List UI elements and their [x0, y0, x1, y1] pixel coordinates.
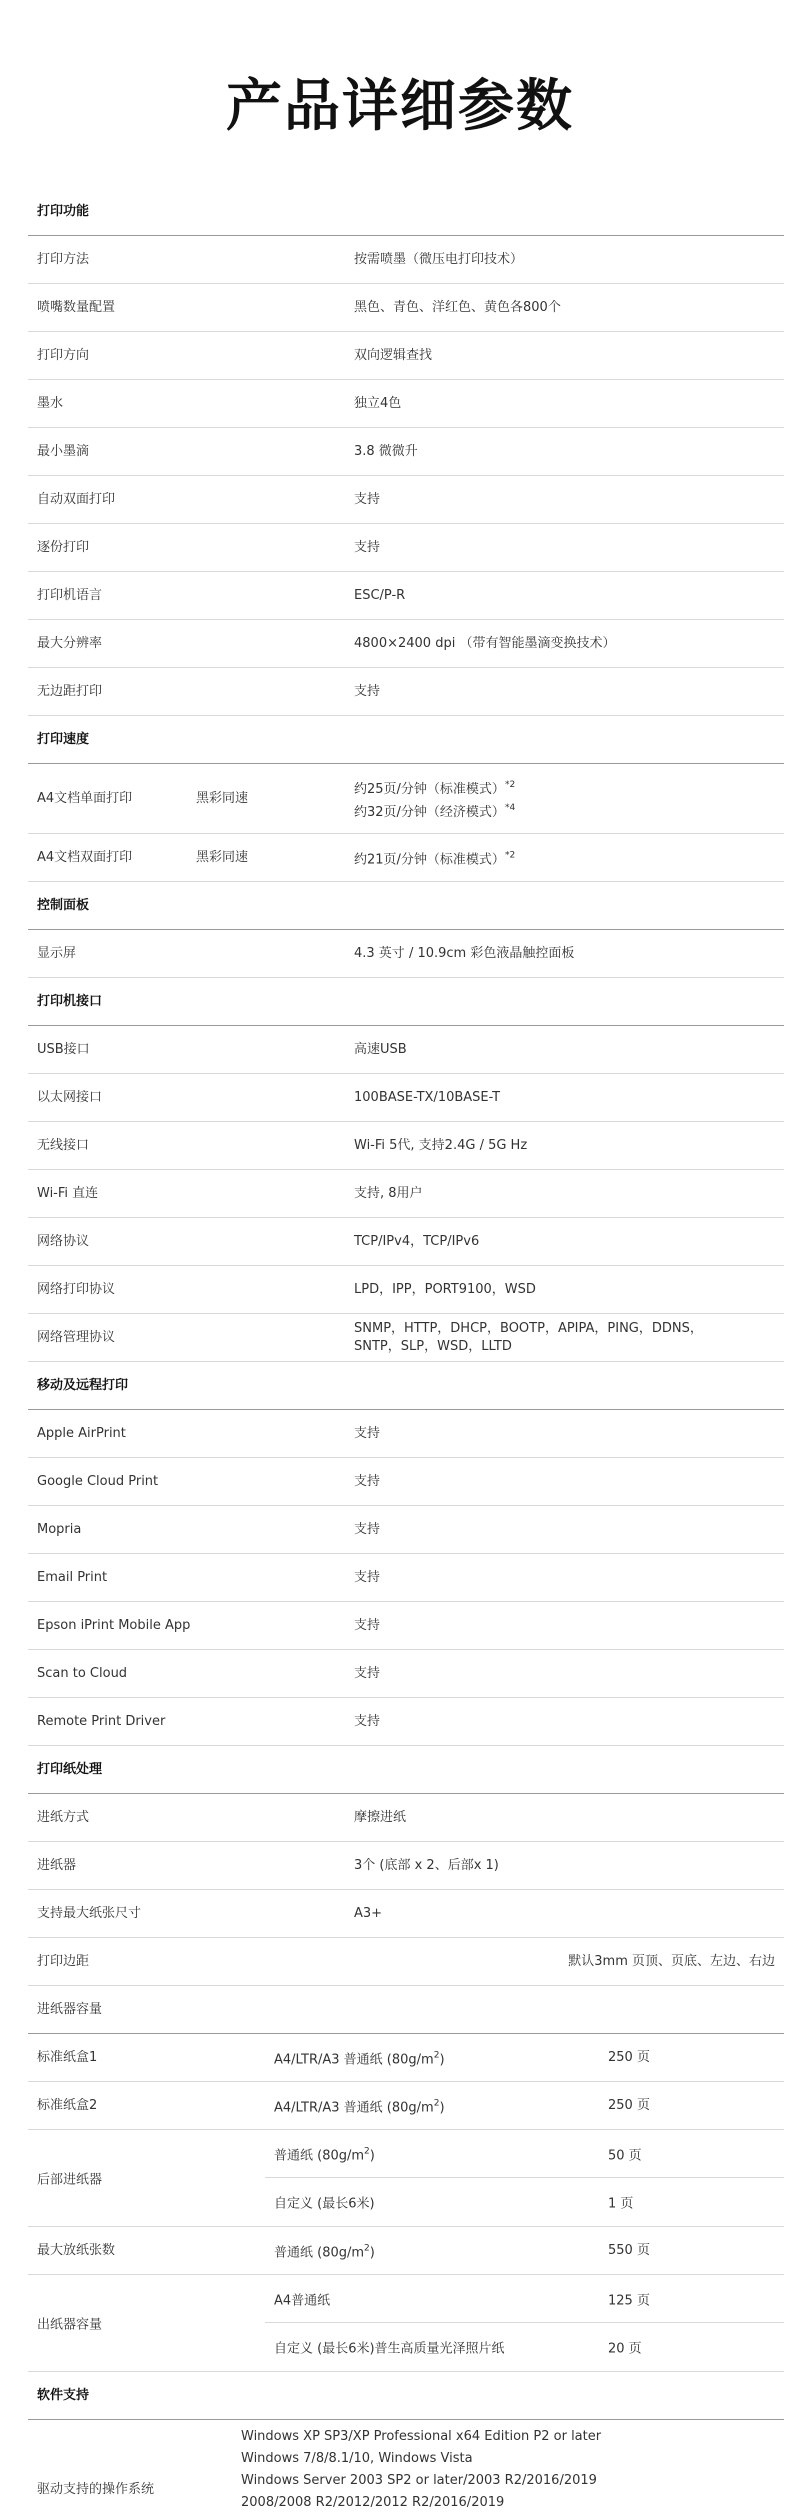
- row-media: A4普通纸: [274, 2293, 331, 2308]
- table-row: [28, 1410, 784, 1458]
- media-text: 普通纸 (80g/m: [274, 2148, 365, 2163]
- section-label: 移动及远程打印: [37, 1377, 129, 1393]
- section-label: 打印机接口: [37, 993, 103, 1009]
- row-mode: 黑彩同速: [196, 849, 249, 865]
- media-end: ): [369, 2245, 375, 2260]
- row-label: 显示屏: [37, 945, 77, 961]
- row-count: 250 页: [608, 2049, 650, 2065]
- table-row: [28, 284, 784, 332]
- section-label: 打印功能: [37, 203, 90, 219]
- row-value: 高速USB: [354, 1041, 407, 1057]
- row-label: 喷嘴数量配置: [37, 299, 116, 315]
- row-label: 支持最大纸张尺寸: [37, 1905, 142, 1921]
- row-label: Epson iPrint Mobile App: [37, 1617, 191, 1633]
- row-value: 支持: [354, 1425, 381, 1441]
- table-row: [28, 620, 784, 668]
- row-label: Email Print: [37, 1569, 108, 1585]
- row-label: 逐份打印: [37, 539, 90, 555]
- row-label: 打印方向: [37, 347, 90, 363]
- table-row: [28, 428, 784, 476]
- unit-sup: 2: [433, 2098, 440, 2108]
- table-row: [28, 1554, 784, 1602]
- table-row: [28, 1314, 784, 1362]
- row-value: A3+: [354, 1905, 383, 1921]
- row-value: 4800×2400 dpi （带有智能墨滴变换技术）: [354, 635, 616, 651]
- row-value: 摩擦进纸: [354, 1809, 407, 1825]
- table-row: [28, 668, 784, 716]
- unit-sup: 2: [364, 2146, 370, 2156]
- row-value: 双向逻辑查找: [354, 347, 433, 363]
- unit-sup: 2: [433, 2050, 440, 2060]
- table-row: [28, 1074, 784, 1122]
- row-value: 独立4色: [354, 395, 402, 411]
- row-value: [354, 1320, 703, 1356]
- row-count: 20 页: [608, 2341, 642, 2357]
- row-value: 支持: [354, 491, 381, 507]
- row-label: 打印机语言: [37, 587, 103, 603]
- sub-row: [265, 2178, 784, 2226]
- row-value: 支持: [354, 1521, 381, 1537]
- row-label: 驱动支持的操作系统: [37, 2482, 155, 2497]
- table-row-group: [28, 2275, 784, 2372]
- table-row: [28, 1122, 784, 1170]
- row-mode: 黑彩同速: [196, 790, 249, 806]
- table-row: [28, 2227, 784, 2275]
- section-label: 进纸器容量: [37, 2001, 103, 2017]
- table-row: [28, 1794, 784, 1842]
- row-label: 最大放纸张数: [37, 2242, 116, 2258]
- table-row: [28, 380, 784, 428]
- speed-value: 约21页/分钟（标准模式）: [354, 852, 505, 867]
- row-count: 1 页: [608, 2196, 634, 2212]
- table-row: [28, 2034, 784, 2082]
- sub-row: [265, 2130, 784, 2178]
- footnote: *4: [504, 802, 516, 813]
- row-value: 按需喷墨（微压电打印技术）: [354, 251, 524, 267]
- row-media: [274, 2144, 375, 2163]
- table-row: [28, 1650, 784, 1698]
- row-value: TCP/IPv4，TCP/IPv6: [354, 1233, 480, 1249]
- table-row: [28, 1890, 784, 1938]
- row-count: 550 页: [608, 2242, 650, 2258]
- row-media: [274, 2094, 445, 2117]
- row-label: 打印方法: [37, 251, 90, 267]
- section-print-speed: [28, 716, 784, 764]
- section-label: 打印纸处理: [37, 1761, 103, 1777]
- row-label: 墨水: [37, 395, 64, 411]
- row-label: 后部进纸器: [37, 2172, 103, 2188]
- table-row: [28, 1170, 784, 1218]
- table-row: [28, 332, 784, 380]
- section-software: [28, 2372, 784, 2420]
- row-label: Wi-Fi 直连: [37, 1185, 99, 1201]
- media-end: ): [369, 2148, 375, 2163]
- row-label: Scan to Cloud: [37, 1665, 128, 1681]
- row-value: 支持: [354, 683, 381, 699]
- row-count: 50 页: [608, 2148, 642, 2163]
- section-label: 打印速度: [37, 731, 90, 747]
- protocol-line: SNMP，HTTP，DHCP，BOOTP，APIPA，PING，DDNS，: [354, 1320, 703, 1336]
- table-row: [28, 764, 784, 834]
- row-label: 标准纸盒2: [37, 2097, 98, 2113]
- table-row: [28, 1506, 784, 1554]
- table-row: [28, 1218, 784, 1266]
- row-value: 黑色、青色、洋红色、黄色各800个: [354, 299, 561, 315]
- row-value: 3个 (底部 x 2、后部x 1): [354, 1857, 499, 1873]
- row-label: A4文档单面打印: [37, 790, 133, 806]
- row-label: 标准纸盒1: [37, 2049, 98, 2065]
- row-value: 3.8 微微升: [354, 443, 418, 459]
- speed-economy: 约32页/分钟（经济模式）: [354, 804, 505, 820]
- table-row: [28, 1938, 784, 1986]
- speed-standard: 约25页/分钟（标准模式）: [354, 781, 505, 797]
- row-count: 250 页: [608, 2097, 650, 2113]
- row-value: LPD，IPP，PORT9100，WSD: [354, 1281, 536, 1297]
- row-value: 支持: [354, 1713, 381, 1729]
- table-row: [28, 1698, 784, 1746]
- table-row: [28, 524, 784, 572]
- table-row: [28, 1458, 784, 1506]
- footnote: *2: [504, 850, 516, 860]
- section-tray-capacity: [28, 1986, 784, 2034]
- row-label: Google Cloud Print: [37, 1473, 159, 1489]
- row-media: [274, 2239, 375, 2262]
- row-value: 支持: [354, 1665, 381, 1681]
- media-text: 普通纸 (80g/m: [274, 2245, 365, 2260]
- row-label: A4文档双面打印: [37, 849, 133, 865]
- section-interface: [28, 978, 784, 1026]
- section-control-panel: [28, 882, 784, 930]
- footnote: *2: [504, 779, 516, 790]
- row-label: 以太网接口: [37, 1089, 103, 1105]
- table-row: [28, 236, 784, 284]
- row-value: 4.3 英寸 / 10.9cm 彩色液晶触控面板: [354, 945, 575, 961]
- os-line: Windows Server 2003 SP2 or later/2003 R2/2016/2019: [241, 2473, 597, 2488]
- table-row: [28, 2082, 784, 2130]
- row-label: 网络管理协议: [37, 1329, 116, 1345]
- section-label: 控制面板: [37, 897, 90, 913]
- section-print-function: [28, 188, 784, 236]
- protocol-line: SNTP，SLP，WSD，LLTD: [354, 1338, 512, 1354]
- table-row: [28, 1026, 784, 1074]
- table-row: [28, 1842, 784, 1890]
- section-mobile-print: [28, 1362, 784, 1410]
- table-row: [28, 930, 784, 978]
- row-value: [354, 846, 515, 869]
- row-media: 自定义 (最长6米)普生高质量光泽照片纸: [274, 2341, 505, 2357]
- row-label: 网络协议: [37, 1233, 90, 1249]
- row-label: 无边距打印: [37, 683, 103, 699]
- row-label: 打印边距: [37, 1953, 90, 1969]
- os-line: Windows XP SP3/XP Professional x64 Edition P2 or later: [241, 2429, 602, 2444]
- row-label: 出纸器容量: [37, 2317, 103, 2333]
- spec-table: [28, 188, 784, 2516]
- row-value: [241, 2426, 601, 2514]
- row-value: [354, 776, 515, 822]
- sub-row: [265, 2323, 784, 2371]
- row-value: 默认3mm 页顶、页底、左边、右边: [568, 1953, 775, 1969]
- row-media: [274, 2046, 445, 2069]
- row-label: Mopria: [37, 1521, 82, 1537]
- row-label: 进纸方式: [37, 1809, 90, 1825]
- row-label: Remote Print Driver: [37, 1713, 166, 1729]
- media-text: A4/LTR/A3 普通纸 (80g/m: [274, 2052, 434, 2067]
- os-line: 2008/2008 R2/2012/2012 R2/2016/2019: [241, 2495, 505, 2510]
- row-value: 支持: [354, 1473, 381, 1489]
- row-media: 自定义 (最长6米): [274, 2196, 375, 2212]
- row-label: 无线接口: [37, 1137, 90, 1153]
- section-paper-handling: [28, 1746, 784, 1794]
- row-label: 自动双面打印: [37, 491, 116, 507]
- os-line: Windows 7/8/8.1/10, Windows Vista: [241, 2451, 473, 2466]
- media-end: ): [439, 2052, 445, 2067]
- row-value: 支持: [354, 1617, 381, 1633]
- row-value: ESC/P-R: [354, 587, 406, 603]
- table-row: [28, 834, 784, 882]
- row-value: 支持: [354, 539, 381, 555]
- media-text: A4/LTR/A3 普通纸 (80g/m: [274, 2100, 434, 2115]
- table-row: [28, 572, 784, 620]
- row-label: 最小墨滴: [37, 443, 90, 459]
- row-count: 125 页: [608, 2293, 650, 2308]
- row-label: USB接口: [37, 1041, 90, 1057]
- table-row: [28, 2420, 784, 2516]
- row-value: 支持: [354, 1569, 381, 1585]
- row-value: 100BASE-TX/10BASE-T: [354, 1089, 501, 1105]
- media-end: ): [439, 2100, 445, 2115]
- row-value: Wi-Fi 5代, 支持2.4G / 5G Hz: [354, 1137, 528, 1153]
- unit-sup: 2: [364, 2243, 370, 2253]
- row-label: Apple AirPrint: [37, 1425, 126, 1441]
- table-row: [28, 1602, 784, 1650]
- page-title: 产品详细参数: [226, 74, 574, 139]
- row-label: 最大分辨率: [37, 635, 103, 651]
- table-row-group: [28, 2130, 784, 2227]
- sub-row: [265, 2275, 784, 2323]
- table-row: [28, 1266, 784, 1314]
- row-value: 支持, 8用户: [354, 1185, 423, 1201]
- section-label: 软件支持: [37, 2387, 90, 2403]
- row-label: 进纸器: [37, 1857, 77, 1873]
- table-row: [28, 476, 784, 524]
- row-label: 网络打印协议: [37, 1281, 116, 1297]
